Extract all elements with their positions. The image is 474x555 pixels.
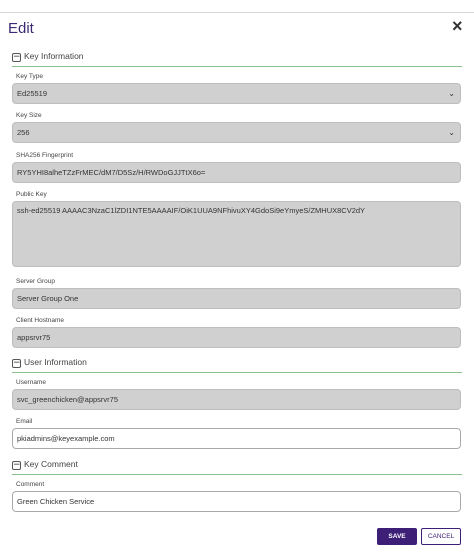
section-key-information-label: Key Information (24, 51, 84, 61)
public-key-label: Public Key (16, 191, 47, 198)
key-type-label: Key Type (16, 73, 43, 80)
server-group-label: Server Group (16, 278, 56, 285)
key-size-value: 256 (17, 128, 30, 137)
chevron-down-icon: ⌄ (448, 89, 455, 98)
key-size-select[interactable] (12, 122, 461, 143)
collapse-icon[interactable]: − (13, 52, 21, 62)
comment-label: Comment (16, 481, 45, 488)
key-type-select[interactable] (12, 83, 461, 104)
key-type-value: Ed25519 (17, 89, 48, 98)
public-key-field[interactable]: ssh-ed25519 AAAAC3NzaC1lZDI1NTE5AAAAIF/OiK1UUA9NFhivuXY4GdoSi9eYmyeS/ZMHUX8CV2dY (12, 201, 461, 267)
comment-field[interactable]: Green Chicken Service (12, 491, 461, 512)
dialog-title: Edit (8, 20, 34, 37)
close-icon[interactable]: × (452, 16, 463, 36)
section-key-comment-label: Key Comment (24, 459, 78, 469)
section-key-information[interactable] (12, 51, 462, 67)
fingerprint-label: SHA256 Fingerprint (16, 152, 74, 159)
key-size-label: Key Size (16, 112, 42, 119)
section-user-information[interactable] (12, 357, 462, 373)
section-key-comment[interactable] (12, 459, 462, 475)
server-group-field[interactable]: Server Group One (12, 288, 461, 309)
username-label: Username (16, 379, 46, 386)
email-field[interactable]: pkiadmins@keyexample.com (12, 428, 461, 449)
section-user-information-label: User Information (24, 357, 87, 367)
cancel-button[interactable]: CANCEL (421, 528, 461, 545)
fingerprint-field[interactable]: RY5YHI8alheTZzFrMEC/dM7/D5Sz/H/RWDoGJJTtX6o= (12, 162, 461, 183)
chevron-down-icon: ⌄ (448, 128, 455, 137)
save-button[interactable]: SAVE (377, 528, 417, 545)
username-field[interactable]: svc_greenchicken@appsrvr75 (12, 389, 461, 410)
collapse-icon[interactable]: − (13, 358, 21, 368)
collapse-icon[interactable]: − (13, 460, 21, 470)
client-hostname-field[interactable]: appsrvr75 (12, 327, 461, 348)
client-hostname-label: Client Hostname (16, 317, 65, 324)
edit-dialog (0, 12, 474, 555)
email-label: Email (16, 418, 33, 425)
